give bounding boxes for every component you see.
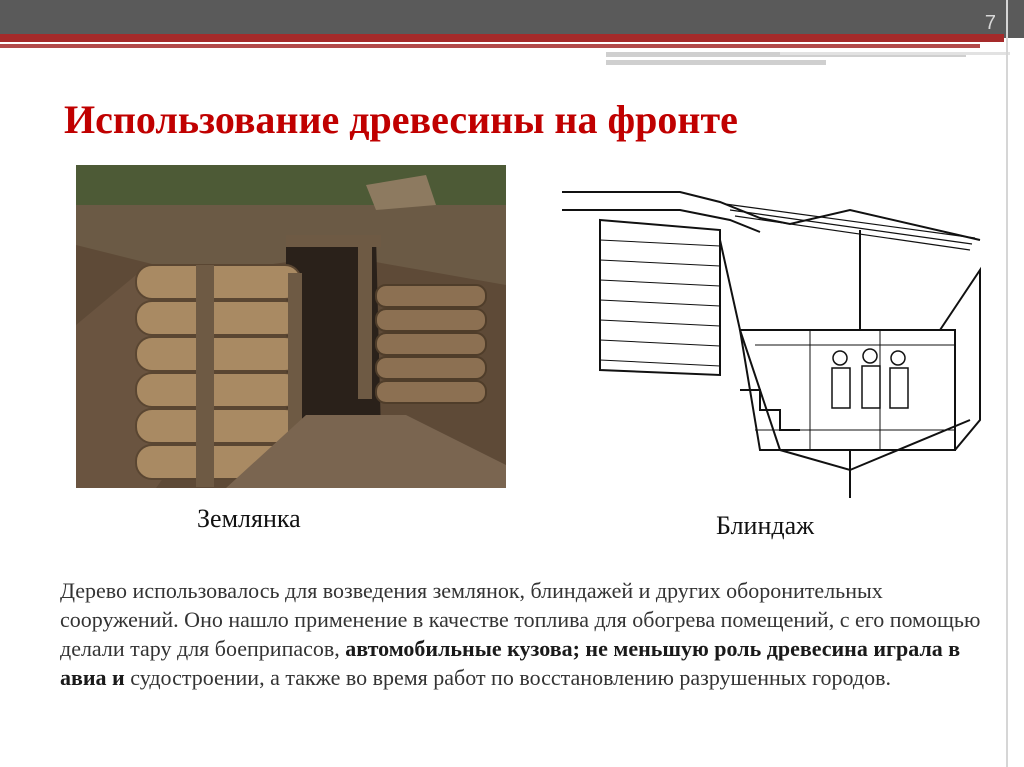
slide-title: Использование древесины на фронте (64, 97, 738, 142)
bunker-drawing (560, 180, 990, 500)
side-line (1006, 0, 1008, 767)
page-number: 7 (984, 12, 996, 34)
body-text-part: судостроении, а также во время работ по восстановлению разрушенных городов. (124, 665, 892, 690)
body-paragraph (60, 576, 990, 692)
accent-stripe-thin (0, 44, 980, 48)
dugout-photo (76, 165, 506, 488)
decor-line (606, 60, 826, 65)
decor-line (780, 52, 1010, 55)
top-bar (0, 0, 1024, 38)
accent-stripe (0, 34, 1004, 42)
dugout-caption: Землянка (197, 504, 301, 533)
body-text-bold: автомобильные кузова; не меньшую роль древесина играла в авиа и (60, 636, 961, 690)
body-text-part: Дерево использовалось для возведения землянок, блиндажей и других оборонительных сооружений. Оно нашло применение в качестве топлива для обогрева помещений, с его помощью делали тару для боеприпасов, (60, 578, 981, 661)
bunker-caption: Блиндаж (716, 511, 815, 540)
